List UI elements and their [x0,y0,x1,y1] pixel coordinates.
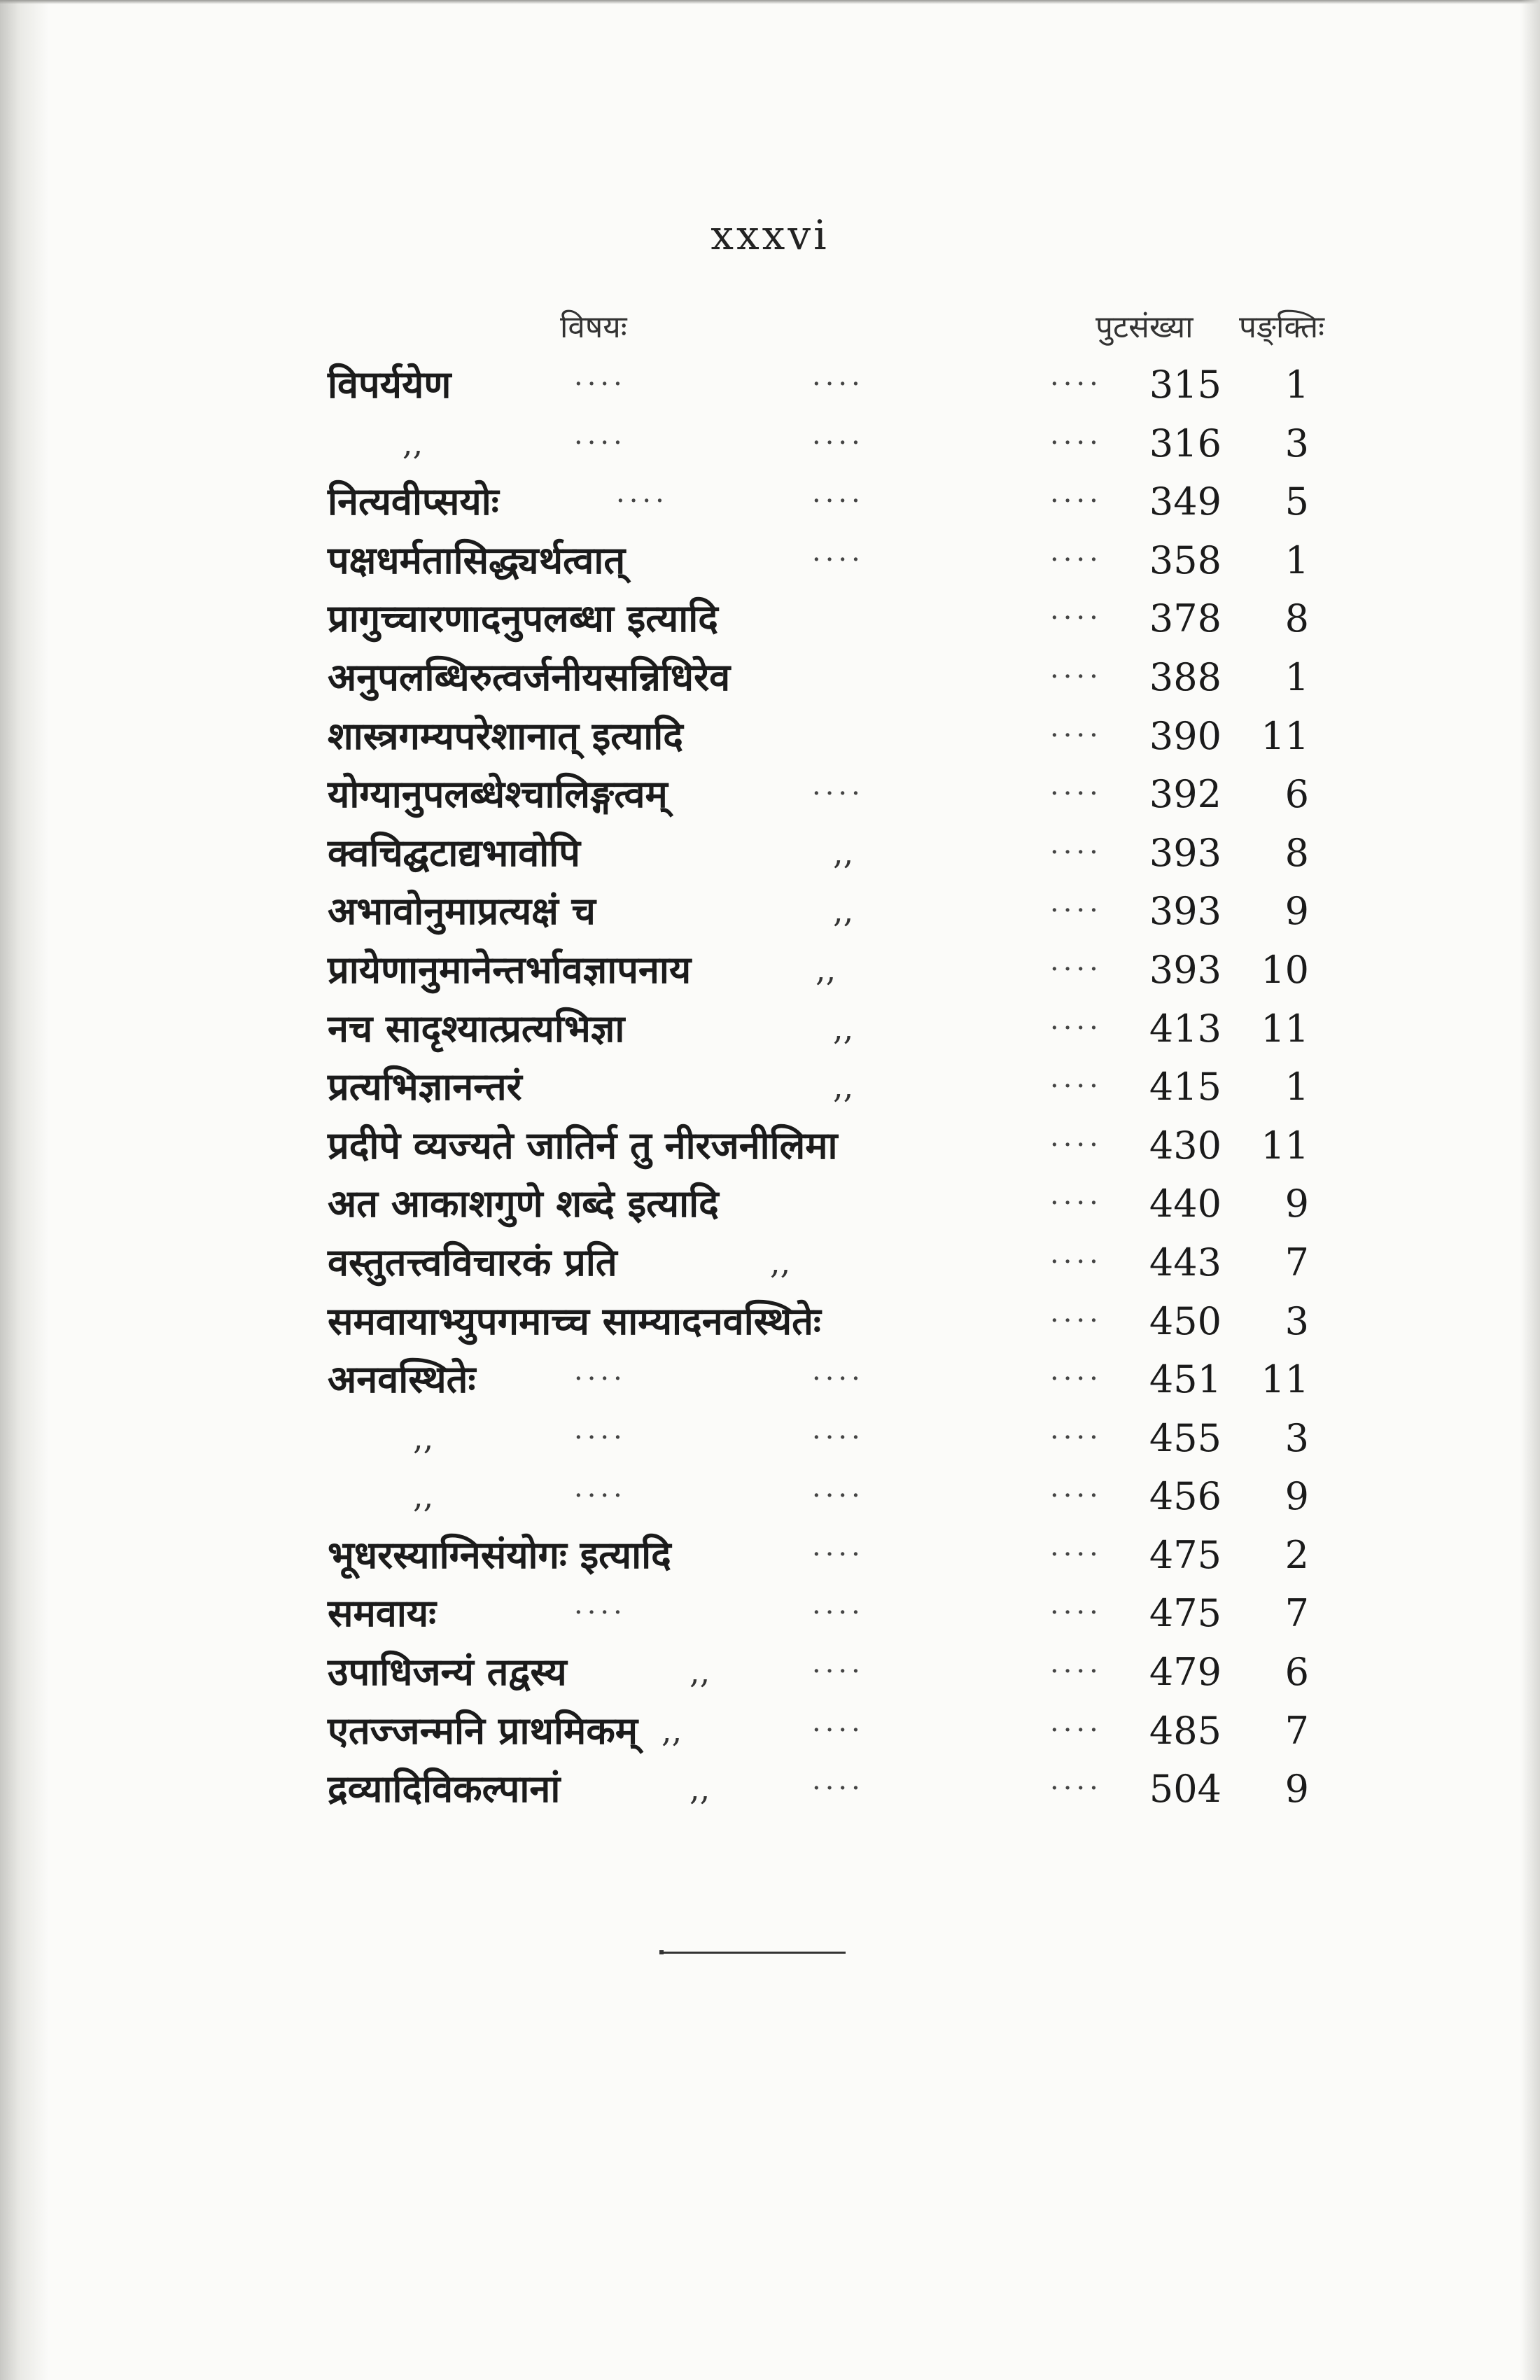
table-row [0,1760,1540,1819]
row-ditto-mark: ,, [833,1068,854,1106]
row-line-number: 11 [1261,1357,1309,1402]
table-row [0,1409,1540,1468]
leader-dots: ···· [574,426,626,459]
leader-dots: ···· [616,485,668,518]
row-line-number: 3 [1284,421,1309,465]
leader-dots: ···· [812,1421,864,1454]
table-row [0,1292,1540,1351]
row-page-number: 479 [1149,1650,1222,1695]
table-row [0,531,1540,590]
table-row [0,941,1540,1000]
row-line-number: 11 [1261,1123,1309,1168]
leader-dots: ···· [574,1597,626,1630]
page-number: xxxvi [710,211,830,259]
leader-dots: ···· [574,368,626,400]
row-ditto-mark: ,, [662,1711,682,1749]
row-line-number: 3 [1284,1415,1309,1460]
row-subject: पक्षधर्मतासिद्ध्यर्थत्वात् [328,537,626,582]
row-subject: शास्त्रगम्यपरेशानात् इत्यादि [328,713,683,758]
row-line-number: 8 [1284,830,1309,875]
row-line-number: 6 [1284,772,1309,817]
leader-dots: ···· [1050,1304,1102,1337]
row-line-number: 7 [1284,1708,1309,1753]
table-row [0,1000,1540,1058]
row-line-number: 7 [1284,1591,1309,1636]
leader-dots: ···· [1050,602,1102,635]
row-line-number: 2 [1284,1532,1309,1577]
leader-dots: ···· [812,426,864,459]
row-ditto-mark: ,, [690,1770,710,1808]
table-row [0,882,1540,941]
row-page-number: 475 [1149,1532,1222,1577]
leader-dots: ···· [1050,1363,1102,1396]
page-top-edge [0,0,1540,4]
row-page-number: 390 [1149,713,1222,758]
row-page-number: 450 [1149,1298,1222,1343]
row-subject: विपर्ययेण [328,362,451,407]
leader-dots: ···· [1050,543,1102,576]
leader-dots: ···· [1050,1128,1102,1161]
leader-dots: ···· [812,485,864,518]
table-row [0,1350,1540,1409]
leader-dots: ···· [812,368,864,400]
row-page-number: 393 [1149,830,1222,875]
row-page-number: 393 [1149,889,1222,934]
leader-dots: ···· [1050,1070,1102,1103]
row-line-number: 9 [1284,1767,1309,1812]
row-subject: वस्तुतत्त्वविचारकं प्रति [328,1239,617,1284]
table-row [0,648,1540,707]
row-line-number: 10 [1261,947,1309,992]
row-page-number: 455 [1149,1415,1222,1460]
row-ditto-mark: ,, [690,1653,710,1691]
row-subject: प्रागुच्चारणादनुपलब्धा इत्यादि [328,596,718,641]
row-line-number: 11 [1261,1006,1309,1051]
row-page-number: 378 [1149,596,1222,641]
table-row [0,1233,1540,1292]
leader-dots: ···· [812,1772,864,1805]
row-line-number: 9 [1284,1474,1309,1519]
leader-dots: ···· [1050,1245,1102,1278]
leader-dots: ···· [1050,1656,1102,1688]
row-ditto-mark: ,, [413,1477,434,1516]
row-subject: अभावोनुमाप्रत्यक्षं च [328,888,596,934]
table-row [0,356,1540,414]
row-page-number: 451 [1149,1357,1222,1402]
table-row [0,414,1540,473]
closing-rule [664,1952,846,1954]
row-line-number: 1 [1284,363,1309,407]
table-row [0,1643,1540,1702]
row-subject: योग्यानुपलब्धेश्चालिङ्गत्वम् [328,771,668,817]
leader-dots: ···· [812,543,864,576]
row-line-number: 1 [1284,1065,1309,1110]
row-ditto-mark: ,, [833,833,854,872]
row-line-number: 9 [1284,889,1309,934]
row-line-number: 1 [1284,654,1309,699]
leader-dots: ···· [1050,895,1102,927]
row-subject: भूधरस्याग्निसंयोगः इत्यादि [328,1532,671,1577]
row-line-number: 6 [1284,1650,1309,1695]
row-ditto-mark: ,, [833,1009,854,1047]
row-page-number: 316 [1149,421,1222,465]
row-page-number: 430 [1149,1123,1222,1168]
leader-dots: ···· [1050,1538,1102,1571]
table-row [0,1467,1540,1526]
leader-dots: ···· [1050,953,1102,986]
leader-dots: ···· [1050,1011,1102,1044]
leader-dots: ···· [812,1480,864,1513]
table-row [0,589,1540,648]
row-page-number: 443 [1149,1240,1222,1284]
leader-dots: ···· [1050,1714,1102,1746]
leader-dots: ···· [1050,485,1102,518]
row-line-number: 1 [1284,538,1309,582]
row-subject: नच सादृश्यात्प्रत्यभिज्ञा [328,1005,625,1051]
row-page-number: 456 [1149,1474,1222,1519]
row-subject: अत आकाशगुणे शब्दे इत्यादि [328,1181,719,1226]
column-header-page: पुटसंख्या [1096,309,1194,345]
leader-dots: ···· [1050,660,1102,693]
table-row [0,1058,1540,1116]
row-subject: नित्यवीप्सयोः [328,479,499,524]
row-ditto-mark: ,, [413,1418,434,1457]
leader-dots: ···· [574,1480,626,1513]
row-page-number: 388 [1149,654,1222,699]
row-page-number: 315 [1149,363,1222,407]
row-page-number: 392 [1149,772,1222,817]
leader-dots: ···· [812,1538,864,1571]
leader-dots: ···· [812,1597,864,1630]
leader-dots: ···· [812,1656,864,1688]
table-row [0,1116,1540,1175]
leader-dots: ···· [1050,426,1102,459]
row-subject: प्रायेणानुमानेन्तर्भावज्ञापनाय [328,946,692,992]
leader-dots: ···· [1050,1421,1102,1454]
row-line-number: 9 [1284,1182,1309,1226]
row-subject: अनुपलब्धिरुत्वर्जनीयसन्निधिरेव [328,654,731,699]
table-row [0,824,1540,883]
table-row [0,1584,1540,1643]
row-subject: क्वचिद्घटाद्यभावोपि [328,830,580,875]
row-ditto-mark: ,, [816,950,836,988]
row-line-number: 11 [1261,713,1309,758]
row-line-number: 8 [1284,596,1309,641]
leader-dots: ···· [1050,836,1102,869]
row-subject: समवायाभ्युपगमाच्च साम्यादनवस्थितेः [328,1298,821,1343]
table-row [0,1702,1540,1760]
table-row [0,1526,1540,1585]
row-page-number: 349 [1149,479,1222,524]
row-subject: प्रत्यभिज्ञानन्तरं [328,1064,522,1110]
row-page-number: 358 [1149,538,1222,582]
row-page-number: 475 [1149,1591,1222,1636]
index-table [0,356,1540,1819]
row-subject: प्रदीपे व्यज्यते जातिर्न तु नीरजनीलिमा [328,1122,838,1168]
leader-dots: ···· [812,778,864,811]
row-subject: समवायः [328,1590,437,1636]
row-subject: अनवस्थितेः [328,1357,476,1402]
leader-dots: ···· [574,1421,626,1454]
leader-dots: ···· [812,1714,864,1746]
leader-dots: ···· [1050,719,1102,752]
leader-dots: ···· [1050,1480,1102,1513]
table-row [0,765,1540,824]
row-page-number: 393 [1149,947,1222,992]
row-line-number: 3 [1284,1298,1309,1343]
leader-dots: ···· [812,1363,864,1396]
column-header-line: पङ्क्तिः [1239,309,1324,345]
leader-dots: ···· [1050,1597,1102,1630]
row-page-number: 504 [1149,1767,1222,1812]
column-header-subject: विषयः [560,309,627,345]
row-ditto-mark: ,, [833,892,854,930]
leader-dots: ···· [1050,1187,1102,1220]
row-page-number: 413 [1149,1006,1222,1051]
row-subject: द्रव्यादिविकल्पानां [328,1766,561,1812]
row-subject: एतज्जन्मनि प्राथमिकम् [328,1707,638,1753]
row-line-number: 7 [1284,1240,1309,1284]
row-line-number: 5 [1284,479,1309,524]
row-ditto-mark: ,, [770,1242,791,1281]
row-subject: उपाधिजन्यं तद्वस्य [328,1649,567,1695]
leader-dots: ···· [574,1363,626,1396]
row-page-number: 485 [1149,1708,1222,1753]
row-page-number: 440 [1149,1182,1222,1226]
table-row [0,707,1540,766]
leader-dots: ···· [1050,368,1102,400]
row-page-number: 415 [1149,1065,1222,1110]
table-row [0,472,1540,531]
table-row [0,1175,1540,1233]
row-ditto-mark: ,, [402,424,424,462]
leader-dots: ···· [1050,778,1102,811]
leader-dots: ···· [1050,1772,1102,1805]
